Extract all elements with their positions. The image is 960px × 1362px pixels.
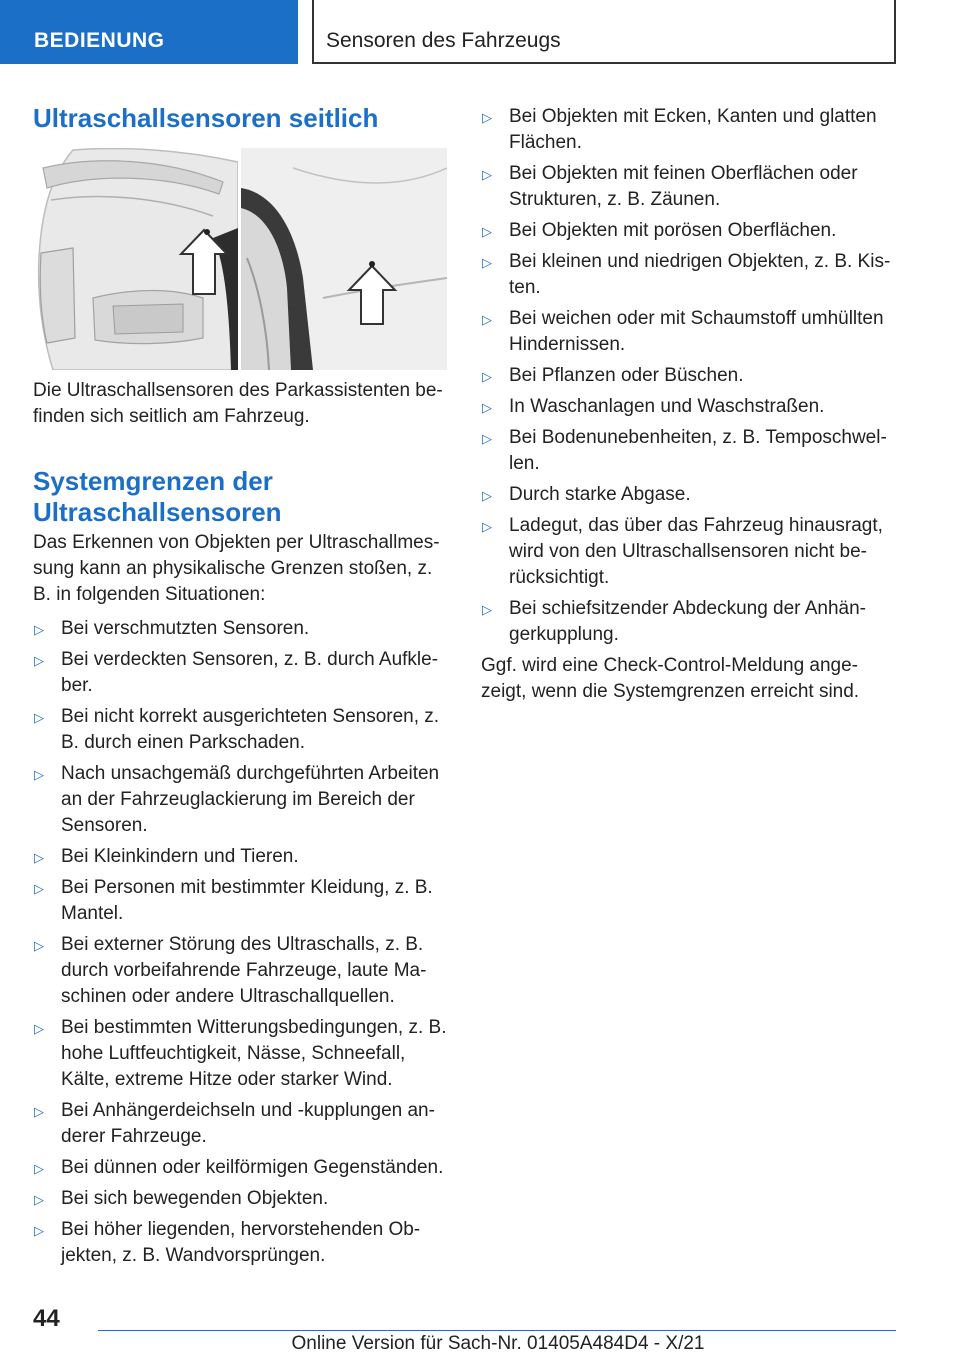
triangle-right-icon: ▷ [482, 312, 492, 327]
section1-body [33, 378, 449, 430]
list-item: ▷ Bei schiefsitzender Abdeckung der Anhän-gerkupplung. [482, 598, 867, 645]
triangle-right-icon: ▷ [34, 1161, 44, 1176]
triangle-right-icon: ▷ [34, 1223, 44, 1238]
limits-list-left [33, 616, 449, 1269]
list-item: ▷ Durch starke Abgase. [481, 482, 897, 508]
list-item: ▷ Bei Bodenunebenheiten, z. B. Temposchwel-len. [482, 427, 887, 474]
section2-heading-line2: Ultraschallsensoren [33, 497, 282, 527]
triangle-right-icon: ▷ [482, 255, 492, 270]
triangle-right-icon: ▷ [34, 653, 44, 668]
triangle-right-icon: ▷ [482, 110, 492, 125]
triangle-right-icon: ▷ [34, 767, 44, 782]
list-item: ▷ Bei kleinen und niedrigen Objekten, z. B. Kis-ten. [482, 251, 891, 298]
triangle-right-icon: ▷ [34, 850, 44, 865]
triangle-right-icon: ▷ [482, 519, 492, 534]
triangle-right-icon: ▷ [482, 431, 492, 446]
list-item: ▷ Bei dünnen oder keilförmigen Gegenständen. [33, 1155, 449, 1181]
section1-heading: Ultraschallsensoren seitlich [33, 103, 379, 133]
section-tab [0, 0, 298, 64]
list-item: ▷ Bei höher liegenden, hervorstehenden Ob-jekten, z. B. Wandvorsprüngen. [34, 1219, 421, 1266]
triangle-right-icon: ▷ [34, 1104, 44, 1119]
triangle-right-icon: ▷ [482, 224, 492, 239]
chapter-title: Sensoren des Fahrzeugs [326, 29, 561, 52]
list-item: ▷ Bei Anhängerdeichseln und -kupplungen an-derer Fahrzeuge. [34, 1100, 435, 1147]
list-item: ▷ Bei bestimmten Witterungsbedingungen, z. B. hohe Luftfeuchtigkeit, Nässe, Schneefall, Kälte, extreme Hitze oder starker Wind. [34, 1017, 447, 1090]
closing-text: Ggf. wird eine Check-Control-Meldung ange-zeigt, wenn die Systemgrenzen erreicht sind. [481, 655, 860, 702]
limits-list-right [481, 104, 897, 648]
triangle-right-icon: ▷ [482, 488, 492, 503]
triangle-right-icon: ▷ [34, 622, 44, 637]
triangle-right-icon: ▷ [34, 938, 44, 953]
list-item: ▷ Bei weichen oder mit Schaumstoff umhüllten Hindernissen. [482, 308, 884, 355]
list-item: ▷ Bei verdeckten Sensoren, z. B. durch Aufkle-ber. [34, 649, 439, 696]
triangle-right-icon: ▷ [482, 602, 492, 617]
list-item: ▷ Bei Pflanzen oder Büschen. [481, 363, 897, 389]
triangle-right-icon: ▷ [34, 710, 44, 725]
section2-heading-line1: Systemgrenzen der [33, 466, 273, 496]
list-item: ▷ Nach unsachgemäß durchgeführten Arbeiten an der Fahrzeuglackierung im Bereich der Sensoren. [34, 763, 440, 836]
list-item: ▷ Bei nicht korrekt ausgerichteten Sensoren, z. B. durch einen Parkschaden. [34, 706, 440, 753]
list-item: ▷ Bei Objekten mit Ecken, Kanten und glatten Flächen. [482, 106, 877, 153]
list-item: ▷ Bei Objekten mit porösen Oberflächen. [481, 218, 897, 244]
list-item: ▷ Bei Kleinkindern und Tieren. [33, 844, 449, 870]
section2-heading [33, 466, 449, 528]
section2 [33, 466, 449, 1274]
section1-text: Die Ultraschallsensoren des Parkassistenten be-finden sich seitlich am Fahrzeug. [33, 380, 443, 427]
sensor-illustration [33, 148, 447, 370]
triangle-right-icon: ▷ [34, 1021, 44, 1036]
list-item: ▷ Bei Objekten mit feinen Oberflächen oder Strukturen, z. B. Zäunen. [482, 163, 858, 210]
section2-intro: Das Erkennen von Objekten per Ultraschallmes-sung kann an physikalische Grenzen stoßen, z. B. in folgenden Situationen: [33, 532, 440, 605]
list-item: ▷ Bei externer Störung des Ultraschalls, z. B. durch vorbeifahrende Fahrzeuge, laute Ma-schinen oder andere Ultraschallquellen. [34, 934, 427, 1007]
triangle-right-icon: ▷ [482, 167, 492, 182]
list-item: ▷ In Waschanlagen und Waschstraßen. [481, 394, 897, 420]
triangle-right-icon: ▷ [482, 369, 492, 384]
footer-divider [98, 1330, 896, 1331]
right-column [481, 104, 897, 705]
list-item: ▷ Bei sich bewegenden Objekten. [33, 1186, 449, 1212]
list-item: ▷ Bei Personen mit bestimmter Kleidung, z. B. Mantel. [34, 877, 433, 924]
triangle-right-icon: ▷ [34, 1192, 44, 1207]
page-number: 44 [33, 1305, 60, 1332]
section-label: BEDIENUNG [34, 29, 165, 52]
chapter-title-box [312, 0, 896, 64]
triangle-right-icon: ▷ [34, 881, 44, 896]
triangle-right-icon: ▷ [482, 400, 492, 415]
car-sensor-figure [33, 148, 447, 370]
footer-version-text: Online Version für Sach-Nr. 01405A484D4 - X/21 [291, 1333, 705, 1354]
list-item: ▷ Bei verschmutzten Sensoren. [33, 616, 449, 642]
list-item: ▷ Ladegut, das über das Fahrzeug hinausragt, wird von den Ultraschallsensoren nicht be-rücksichtigt. [482, 515, 883, 588]
